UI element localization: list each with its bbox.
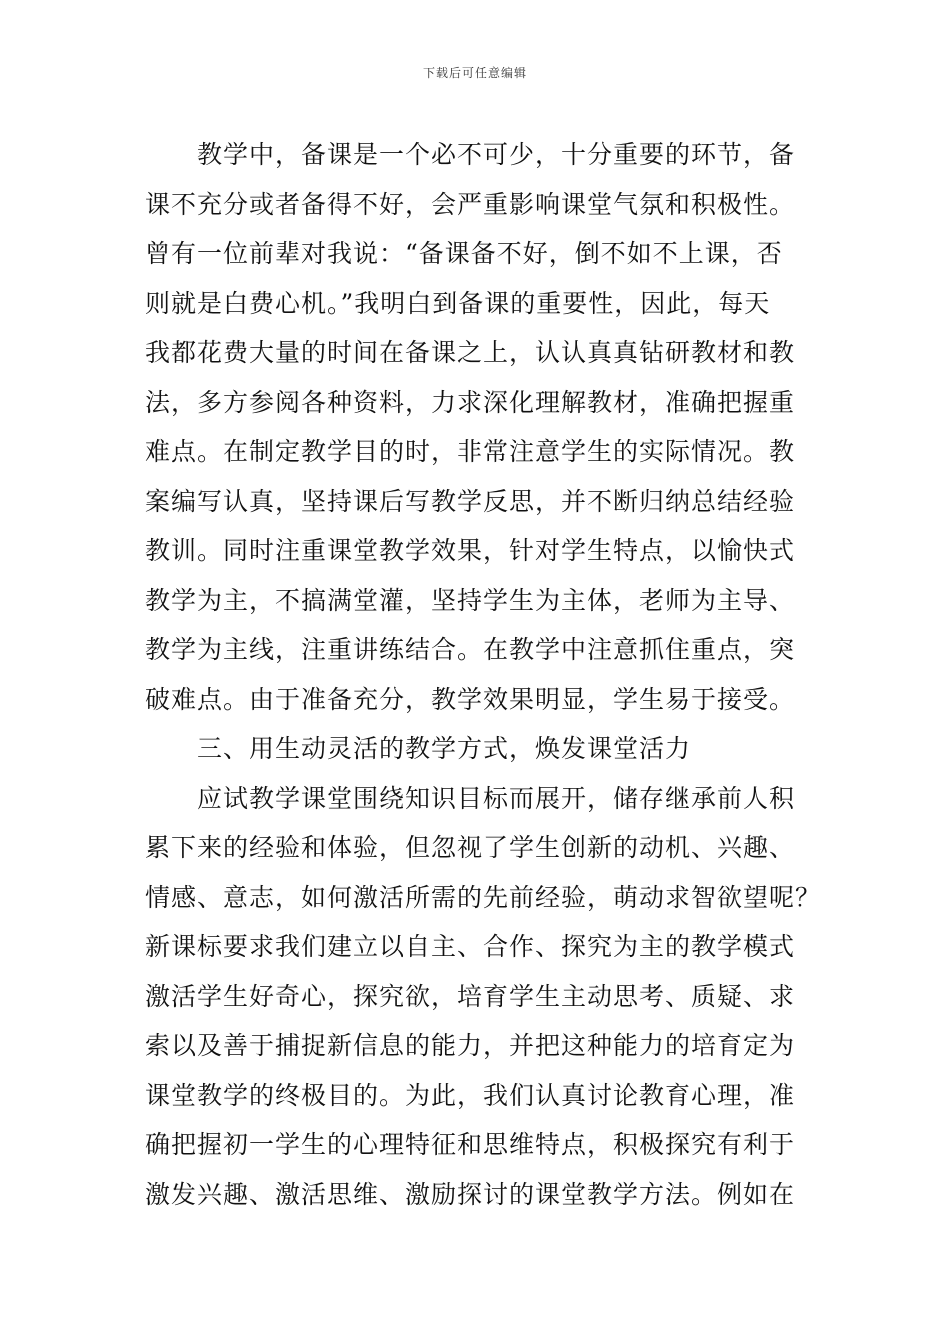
paragraph-line: 则就是白费心机。”我明白到备课的重要性，因此，每天 xyxy=(145,288,771,318)
paragraph-line: 教学为主线，注重讲练结合。在教学中注意抓住重点，突 xyxy=(145,635,796,664)
paragraph-line: 课不充分或者备得不好，会严重影响课堂气氛和积极性。 xyxy=(145,189,796,219)
paragraph-line: 教训。同时注重课堂教学效果，针对学生特点，以愉快式 xyxy=(145,536,796,565)
paragraph-line: 破难点。由于准备充分，教学效果明显，学生易于接受。 xyxy=(145,684,796,714)
paragraph-line: 教学为主，不搞满堂灌，坚持学生为主体，老师为主导、 xyxy=(145,585,796,615)
paragraph-line: 法，多方参阅各种资料，力求深化理解教材，准确把握重 xyxy=(145,387,796,417)
paragraph-line: 应试教学课堂围绕知识目标而展开，储存继承前人积 xyxy=(197,783,796,813)
paragraph-line: 激发兴趣、激活思维、激励探讨的课堂教学方法。例如在 xyxy=(145,1179,796,1209)
paragraph-line: 激活学生好奇心，探究欲，培育学生主动思考、质疑、求 xyxy=(145,981,796,1011)
paragraph-line: 案编写认真，坚持课后写教学反思，并不断归纳总结经验 xyxy=(145,486,796,516)
paragraph-line: 确把握初一学生的心理特征和思维特点，积极探究有利于 xyxy=(145,1130,796,1159)
paragraph-line: 情感、意志，如何激活所需的先前经验，萌动求智欲望呢？ xyxy=(145,882,822,912)
body-text xyxy=(145,130,822,1219)
paragraph-line: 课堂教学的终极目的。为此，我们认真讨论教育心理，准 xyxy=(145,1080,796,1110)
paragraph-line: 我都花费大量的时间在备课之上，认认真真钻研教材和教 xyxy=(145,338,796,367)
paragraph-line: 曾有一位前辈对我说：“备课备不好，倒不如不上课，否 xyxy=(145,239,783,268)
paragraph-line: 索以及善于捕捉新信息的能力，并把这种能力的培育定为 xyxy=(145,1031,796,1060)
paragraph-line: 累下来的经验和体验，但忽视了学生创新的动机、兴趣、 xyxy=(145,833,796,862)
paragraph-line: 教学中，备课是一个必不可少，十分重要的环节，备 xyxy=(197,140,796,169)
paragraph-line: 难点。在制定教学目的时，非常注意学生的实际情况。教 xyxy=(145,437,796,466)
section-heading: 三、用生动灵活的教学方式，焕发课堂活力 xyxy=(197,734,692,763)
paragraph-line: 新课标要求我们建立以自主、合作、探究为主的教学模式 xyxy=(145,932,796,961)
header-note: 下载后可任意编辑 xyxy=(422,66,527,80)
